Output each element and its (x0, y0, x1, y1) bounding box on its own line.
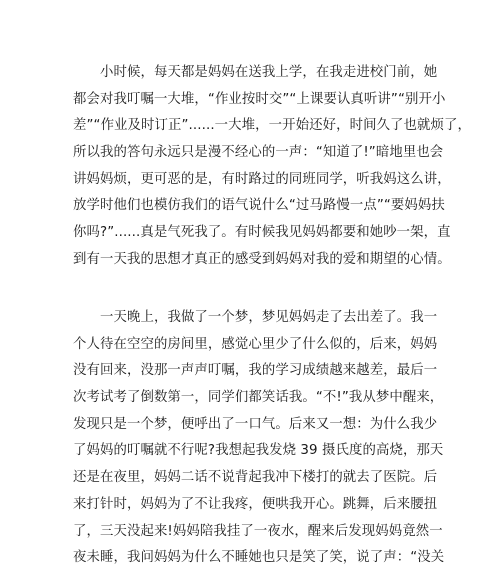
text-line: 了妈妈的叮嘱就不行呢?我想起我发烧 39 摄氏度的高烧，那天 (73, 443, 444, 459)
paragraph-1 (73, 60, 472, 274)
text-line: 没有回来，没那一声声叮嘱，我的学习成绩越来越差，最后一 (73, 363, 438, 379)
text-line: 放学时他们也模仿我们的语气说什么“过马路慢一点”“要妈妈扶 (73, 198, 445, 214)
text-line: 夜未睡，我问妈妈为什么不睡她也只是笑了笑，说了声：“没关 (73, 550, 445, 566)
text-line: 都会对我叮嘱一大堆，“作业按时交”“上课要认真听讲”“别开小 (73, 91, 446, 107)
text-line: 次考试考了倒数第一，同学们都笑话我。“不!”我从梦中醒来， (73, 390, 444, 406)
text-line: 还是在夜里，妈妈二话不说背起我冲下楼打的就去了医院。后 (73, 470, 438, 486)
text-line: 差”“作业及时订正”......一大堆，一开始还好，时间久了也就烦了， (73, 118, 472, 134)
text-line: 到有一天我的思想才真正的感受到妈妈对我的爱和期望的心情。 (73, 251, 451, 267)
text-line: 个人待在空空的房间里，感觉心里少了什么似的，后来，妈妈 (73, 336, 438, 352)
text-line: 一天晚上，我做了一个梦，梦见妈妈走了去出差了。我一 (100, 310, 438, 325)
text-line: 发现只是一个梦，便呼出了一口气。后来又一想：为什么我少 (73, 416, 438, 432)
paragraph-2 (73, 305, 445, 572)
text-line: 所以我的答句永远只是漫不经心的一声：“知道了!”暗地里也会 (73, 145, 444, 161)
text-line: 你吗?”......真是气死我了。有时候我见妈妈都要和她吵一架，直 (73, 225, 451, 241)
text-line: 来打针时，妈妈为了不让我疼，便哄我开心。跳舞，后来腰扭 (73, 496, 438, 512)
text-line: 小时候，每天都是妈妈在送我上学，在我走进校门前，她 (100, 65, 438, 80)
text-line: 讲妈妈烦，更可恶的是，有时路过的同班同学，听我妈这么讲， (73, 171, 451, 187)
text-line: 了，三天没起来!妈妈陪我挂了一夜水，醒来后发现妈妈竟然一 (73, 523, 443, 539)
